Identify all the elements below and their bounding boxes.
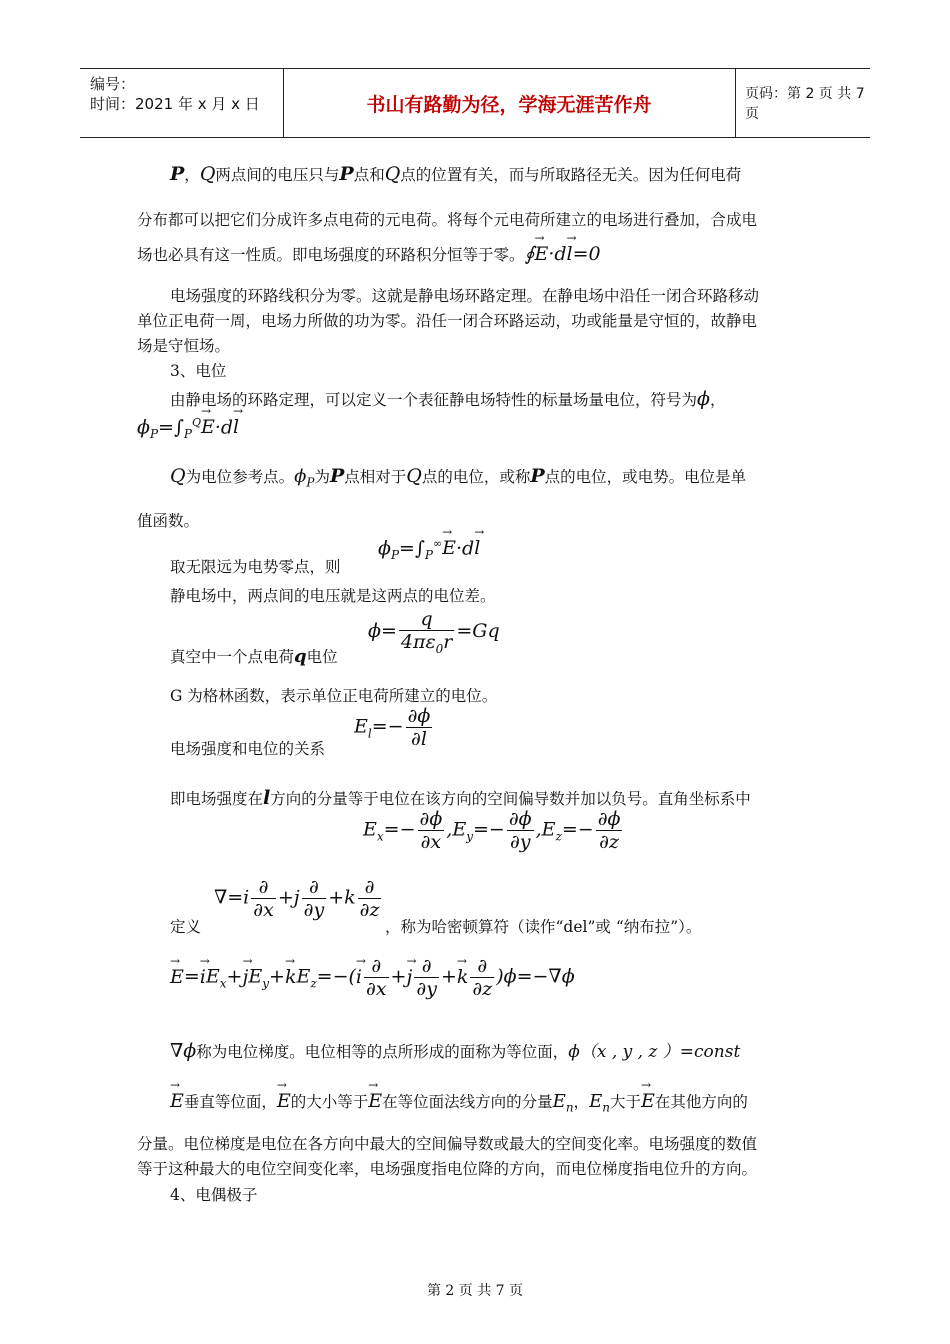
text: 在等位面法线方向的分量: [382, 1093, 553, 1111]
paragraph-line: 由静电场的环路定理，可以定义一个表征静电场特性的标量场量电位，符号为ϕ，: [170, 388, 726, 410]
math-l: l: [263, 787, 271, 809]
point-charge-formula: ϕ= $\frac{q}{4\pi\varepsilon_0r}$ =Gq: [368, 608, 500, 656]
math-e-vector: → E: [277, 1090, 291, 1113]
section-heading: 4、电偶极子: [170, 1186, 258, 1204]
paragraph-line: 定义: [170, 918, 202, 936]
paragraph-line: 取无限远为电势零点，则: [170, 558, 341, 576]
text: 大于: [609, 1093, 641, 1111]
math-phi-p: $\phi_P$: [294, 466, 315, 490]
text: 点的电位，或称: [421, 468, 531, 486]
header-motto-cell: [283, 69, 736, 137]
paragraph-line: 分布都可以把它们分成许多点电荷的元电荷。将每个元电荷所建立的电场进行叠加，合成电: [137, 211, 758, 229]
paragraph-line: 单位正电荷一周，电场力所做的功为零。沿任一闭合环路运动，功或能量是守恒的，故静电: [137, 312, 758, 330]
math-p: P: [530, 465, 545, 487]
text: 即电场强度在: [170, 790, 264, 808]
paragraph-line: [170, 287, 759, 306]
math-e-vector: → E: [170, 1090, 184, 1113]
text: 在其他方向的: [654, 1093, 748, 1111]
page-header: [80, 68, 870, 138]
math-p: P: [339, 163, 354, 185]
loop-integral-formula: ∮→ E·d→ l=0: [525, 243, 601, 265]
time-label: 时间：2021 年 x 月 x 日: [90, 95, 260, 113]
paragraph-line: [137, 243, 601, 266]
paragraph-line: [170, 787, 751, 810]
text: 电位: [306, 648, 338, 666]
paragraph-line: 分量。电位梯度是电位在各方向中最大的空间偏导数或最大的空间变化率。电场强度的数值: [137, 1135, 758, 1153]
page-footer: 第 2 页 共 7 页: [426, 1283, 524, 1299]
math-q-charge: q: [294, 646, 307, 667]
paragraph-line: 场是守恒场。: [137, 337, 231, 355]
math-en: $E_n$: [589, 1091, 610, 1115]
math-grad-phi: ∇ϕ: [170, 1040, 197, 1062]
paragraph-line: 等于这种最大的电位空间变化率，电场强度指电位降的方向，而电位梯度指电位升的方向。: [137, 1160, 758, 1178]
bold-text: 电场强度的环路积分恒等于零。: [307, 246, 525, 264]
math-p: P: [170, 163, 185, 185]
math-phi: ϕ: [697, 388, 710, 410]
header-page-label: 页码：第 2 页 共 7 页: [745, 86, 865, 122]
text: 为电位参考点。: [185, 468, 295, 486]
paragraph-line: [170, 646, 338, 668]
paragraph-line: 静电场中，两点间的电压就是这两点的电位差。: [170, 587, 496, 605]
section-heading: 3、电位: [170, 362, 227, 380]
paragraph-line: → E垂直等位面，→ E的大小等于→ E在等位面法线方向的分量$E_n$，$E_n$大于→ E在其他方向的: [170, 1090, 748, 1115]
equipotential-formula: ϕ（x , y , z ）=const: [568, 1042, 741, 1062]
math-e-vector: → E: [641, 1090, 655, 1113]
text: 真空中一个点电荷: [170, 648, 295, 666]
text: 点的位置有关，而与所取路径无关。因为任何电荷: [400, 166, 742, 184]
math-e-vector: → E: [368, 1090, 382, 1113]
number-label: 编号：: [90, 75, 136, 93]
math-en: $E_n$: [552, 1091, 574, 1115]
cartesian-components-formula: $E_x=-$ $\frac{\partial\phi}{\partial x}$ $,E_y=-$ $\frac{\partial\phi}{\partial y}$ $,E_z=-$ $\frac{\partial\phi}{\partial z}$: [363, 808, 621, 853]
text: 场也必具有这一性质。即: [137, 246, 308, 264]
paragraph-line: [170, 1040, 740, 1063]
text: 。在静电场中沿任一闭合环路移动: [526, 287, 760, 305]
text: 点和: [353, 166, 385, 184]
gradient-field-formula: → $E=\to iE_x+\to jE_y+\to kE_z=-(\to i$ $\frac{\partial}{\partial x}$ +→ j $\frac{\partial}{\partial y}$ +→ k $\frac{\partial}{\partial z}$ )ϕ=−∇ϕ: [170, 955, 575, 1000]
header-page-cell: [735, 69, 870, 137]
bold-text: 静电场环路定理: [418, 287, 527, 305]
math-q: Q: [199, 163, 216, 185]
text: 方向的分量等于电位在该方向的空间偏导数并加以负号。直角坐标系中: [270, 790, 751, 808]
text: 两点间的电压只与: [215, 166, 340, 184]
infinity-potential-formula: $\phi_P=\int_P^\infty\to E\cdot d\to l$: [378, 537, 480, 562]
text: 的大小等于: [290, 1093, 369, 1111]
paragraph-line: G 为格林函数，表示单位正电荷所建立的电位。: [170, 687, 498, 705]
text: 由静电场的环路定理，可以定义一个表征静电场特性的标量场量电位，符号为: [170, 391, 698, 409]
paragraph-line: 值函数。: [137, 512, 200, 530]
text: 称为电位梯度。电位相等的点所形成的面称为等位面，: [196, 1043, 569, 1061]
math-q: Q: [406, 465, 422, 487]
nabla-definition-formula: ∇=i $\frac{\partial}{\partial x}$ +j $\frac{\partial}{\partial y}$ +k $\frac{\partial}{\partial z}$: [214, 876, 380, 921]
field-potential-formula: $E_l=-$ $\frac{\partial\phi}{\partial l}$: [354, 705, 431, 750]
paragraph-line: [170, 465, 746, 490]
math-q: Q: [384, 163, 401, 185]
math-q: Q: [170, 465, 186, 487]
text: 垂直等位面，: [183, 1093, 277, 1111]
paragraph-line: 电场强度和电位的关系: [170, 740, 326, 758]
text: 点相对于: [344, 468, 407, 486]
header-meta-cell: [80, 69, 284, 137]
motto: 书山有路勤为径，学海无涯苦作舟: [366, 93, 652, 116]
text: 电场强度的环路线积分为零。这就是: [170, 287, 419, 305]
potential-integral-formula: $\phi_P=\int_P^Q\to E\cdot d\to l$: [137, 416, 239, 441]
paragraph-line: P，Q两点间的电压只与P点和Q点的位置有关，而与所取路径无关。因为任何电荷: [170, 163, 742, 185]
paragraph-line: ，称为哈密顿算符（读作“del”或 “纳布拉”）。: [385, 918, 702, 936]
text: 点的电位，或电势。电位是单: [544, 468, 747, 486]
math-p: P: [329, 465, 345, 487]
text: 为: [314, 468, 330, 486]
